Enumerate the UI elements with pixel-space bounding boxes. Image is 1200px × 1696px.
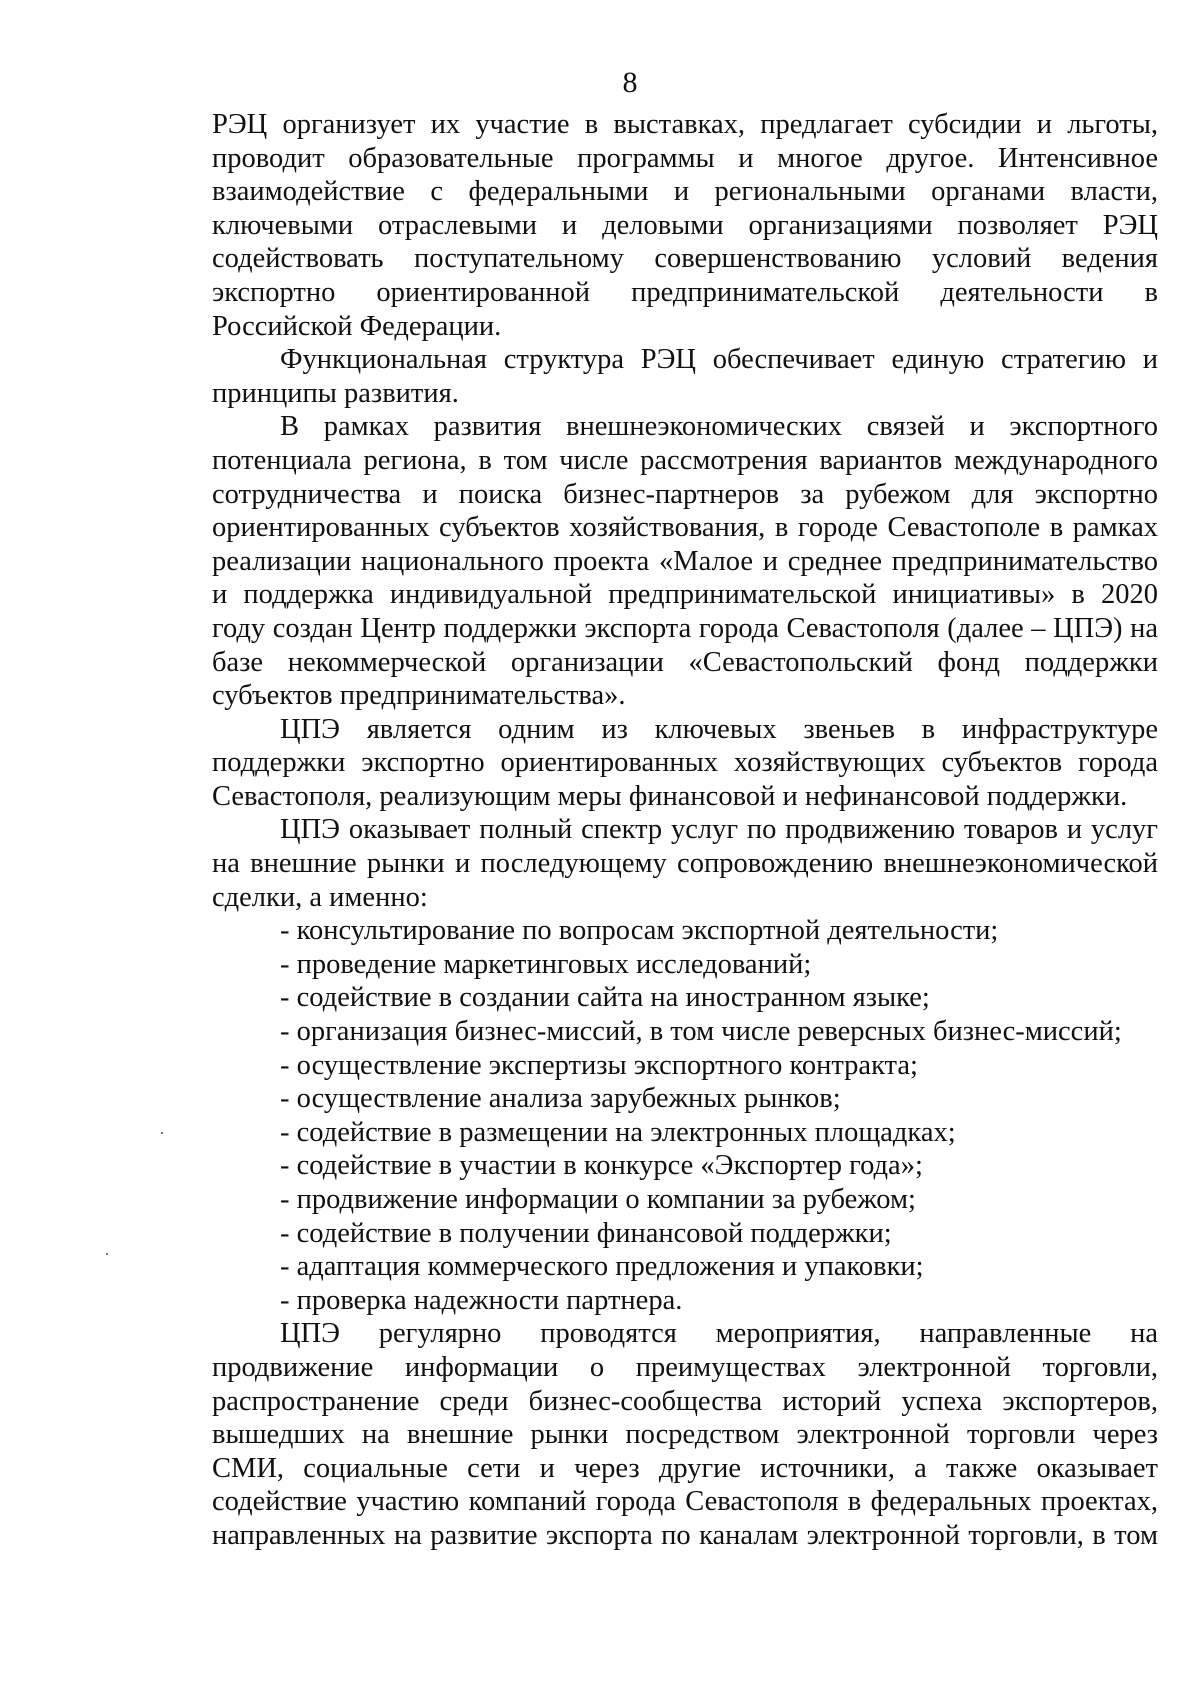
list-item: - проверка надежности партнера. — [280, 1284, 683, 1316]
list-item: - проведение маркетинговых исследований; — [280, 948, 812, 980]
list-item: - консультирование по вопросам экспортной деятельности; — [280, 915, 999, 947]
paragraph-rec-structure: Функциональная структура РЭЦ обеспечивает единую стратегию и принципы развития. — [212, 344, 1158, 409]
list-item: - продвижение информации о компании за рубежом; — [280, 1184, 916, 1215]
paragraph-services-intro: ЦПЭ оказывает полный спектр услуг по продвижению товаров и услуг на внешние рынки и последующему сопровождению внешнеэкономической сделки, а именно: — [212, 814, 1158, 913]
list-item: - содействие в участии в конкурсе «Экспортер года»; — [280, 1150, 923, 1182]
paragraph-rec-activities: РЭЦ организует их участие в выставках, предлагает субсидии и льготы, проводит образовательные программы и многое другое. Интенсивное взаимодействие с федеральными и региональными органами власти, ключевыми отраслевыми и деловыми организациями позволяет РЭЦ содействовать поступательному совершенствованию условий ведения экспортно ориентированной предпринимательской деятельности в Российской Федерации. — [212, 109, 1158, 342]
list-item: - осуществление экспертизы экспортного контракта; — [280, 1049, 918, 1081]
list-item: - содействие в получении финансовой поддержки; — [280, 1217, 892, 1249]
list-item: - содействие в создании сайта на иностранном языке; — [280, 982, 930, 1014]
paragraph-export-center-role: ЦПЭ является одним из ключевых звеньев в инфраструктуре поддержки экспортно ориентированных хозяйствующих субъектов города Севастополя, реализующим меры финансовой и нефинансовой поддержки. — [212, 713, 1158, 812]
list-item: - осуществление анализа зарубежных рынков; — [280, 1083, 841, 1115]
scan-speck — [161, 1132, 163, 1134]
paragraph-ecommerce-events: ЦПЭ регулярно проводятся мероприятия, направленные на продвижение информации о преимуществах электронной торговли, распространение среди бизнес-сообщества историй успеха экспортеров, вышедших на внешние рынки посредством электронной торговли через СМИ, социальные сети и через другие источники, а также оказывает содействие участию компаний города Севастополя в федеральных проектах, направленных на развитие экспорта по каналам электронной торговли, в том — [212, 1318, 1158, 1551]
list-item: - организация бизнес-миссий, в том числе реверсных бизнес-миссий; — [280, 1016, 1122, 1048]
list-item: - содействие в размещении на электронных площадках; — [280, 1116, 956, 1148]
services-list — [212, 914, 1158, 1317]
paragraph-export-center-creation: В рамках развития внешнеэкономических связей и экспортного потенциала региона, в том числе рассмотрения вариантов международного сотрудничества и поиска бизнес-партнеров за рубежом для экспортно ориентированных субъектов хозяйствования, в городе Севастополе в рамках реализации национального проекта «Малое и среднее предпринимательство и поддержка индивидуальной предпринимательской инициативы» в 2020 году создан Центр поддержки экспорта города Севастополя (далее – ЦПЭ) на базе некоммерческой организации «Севастопольский фонд поддержки субъектов предпринимательства». — [212, 411, 1158, 712]
document-body — [212, 108, 1158, 1553]
scan-speck — [106, 1253, 108, 1255]
list-item: - адаптация коммерческого предложения и упаковки; — [280, 1251, 924, 1283]
page-number: 8 — [622, 66, 638, 99]
